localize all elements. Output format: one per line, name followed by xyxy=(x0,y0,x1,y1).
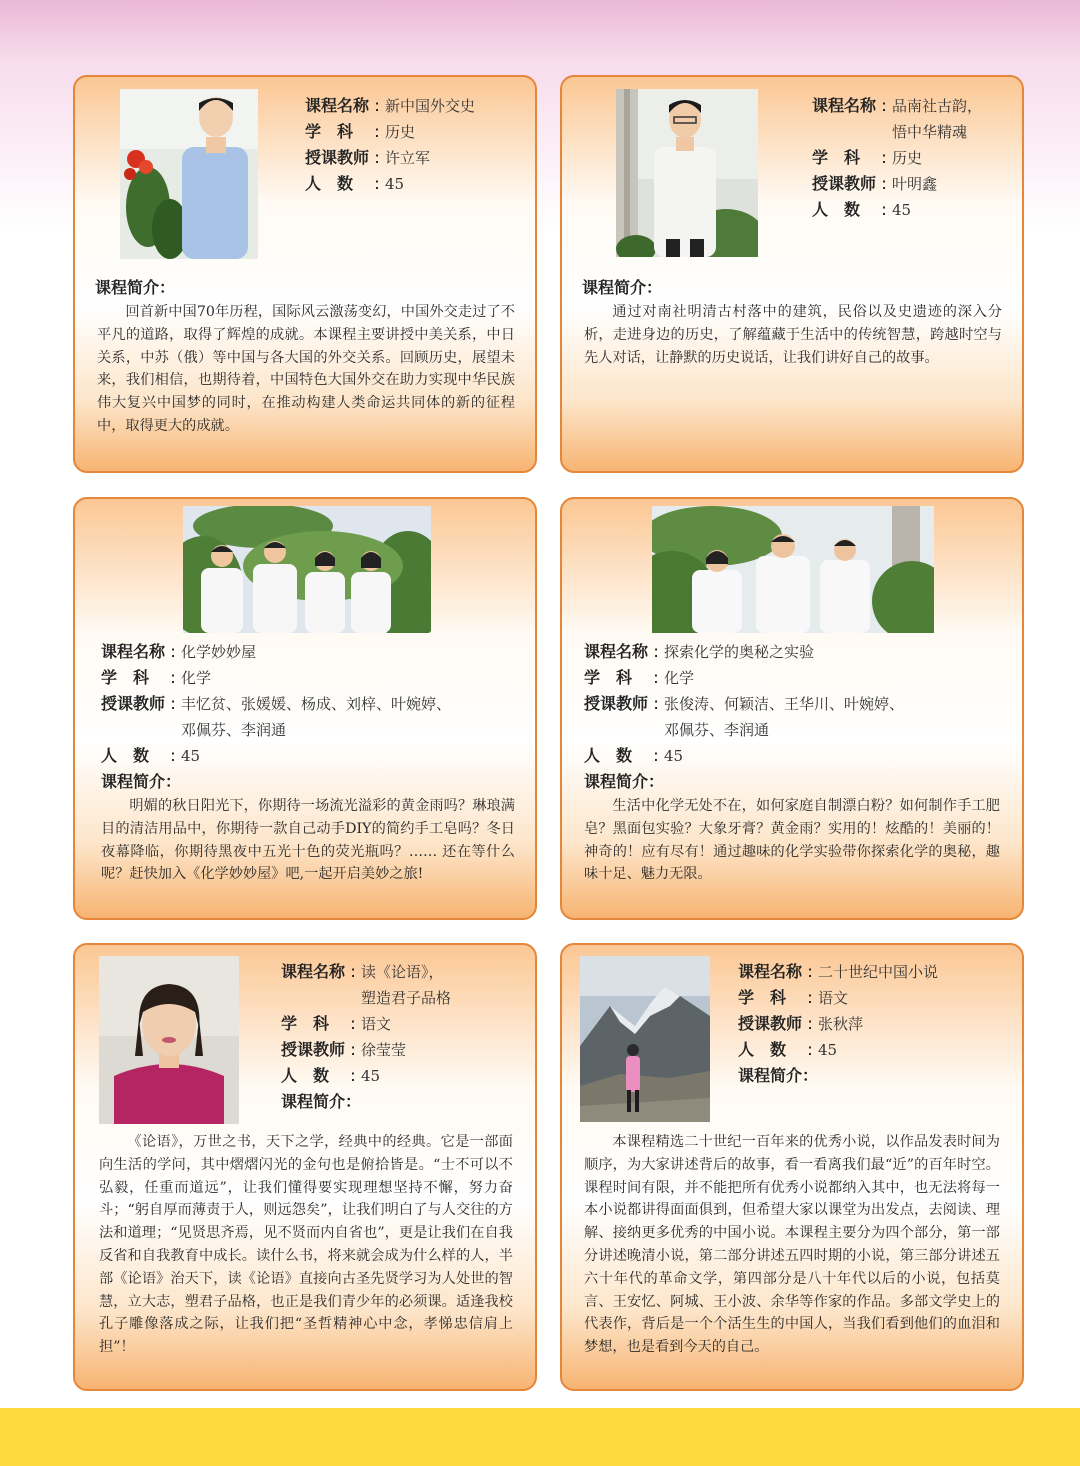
bottom-bar xyxy=(0,1408,1080,1466)
label-subject: 学 科 xyxy=(281,1014,330,1033)
intro-title: 课程简介： xyxy=(101,772,182,791)
course-subject: 化学 xyxy=(181,669,212,687)
course-name-line1: 读《论语》， xyxy=(361,963,444,981)
label-count: 人 数 xyxy=(812,200,861,219)
course-name: 化学妙妙屋 xyxy=(181,643,257,661)
course-card-6 xyxy=(560,943,1024,1391)
course-name: 二十世纪中国小说 xyxy=(818,963,939,981)
label-course-name: 课程名称 xyxy=(305,96,370,115)
intro-title: 课程简介： xyxy=(584,772,665,791)
label-teacher: 授课教师 xyxy=(738,1014,803,1033)
course-card-4 xyxy=(560,497,1024,920)
course-description: 回首新中国70年历程，国际风云激荡变幻，中国外交走过了不平凡的道路，取得了辉煌的成就。本课程主要讲授中美关系，中日关系，中苏（俄）等中国与各大国的外交关系。回顾历史，展望未来，我们相信，也期待着，中国特色大国外交在助力实现中华民族伟大复兴中国梦的同时，在推动构建人类命运共同体的新的征程中，取得更大的成就。 xyxy=(97,304,515,434)
course-subject: 历史 xyxy=(892,149,923,167)
label-course-name: 课程名称 xyxy=(584,642,649,661)
course-info: 课程名称 : 新中国外交史 学 科 : 历史 授课教师 : 许立军 人 数 : 45 xyxy=(305,93,475,197)
label-teacher: 授课教师 xyxy=(101,694,166,713)
intro-title: 课程简介： xyxy=(281,1092,362,1111)
course-info: 课程名称 : 二十世纪中国小说 学 科 : 语文 授课教师 : 张秋萍 人 数 : 45 课程简介： xyxy=(738,959,938,1089)
course-subject: 历史 xyxy=(385,123,416,141)
teacher-photo xyxy=(120,89,258,259)
course-subject: 化学 xyxy=(664,669,695,687)
course-card-5 xyxy=(73,943,537,1391)
course-count: 45 xyxy=(664,747,684,765)
course-name: 探索化学的奥秘之实验 xyxy=(664,643,815,661)
label-teacher: 授课教师 xyxy=(281,1040,346,1059)
intro-title: 课程简介： xyxy=(582,278,663,297)
label-subject: 学 科 xyxy=(584,668,633,687)
course-description: 生活中化学无处不在，如何家庭自制漂白粉？如何制作手工肥皂？黑面包实验？大象牙膏？黄金雨？实用的！炫酷的！美丽的！神奇的！应有尽有！通过趣味的化学实验带你探索化学的奥秘，趣味十足、魅力无限。 xyxy=(584,798,1000,883)
course-info: 课程名称 : 化学妙妙屋 学 科 : 化学 授课教师 : 丰忆贫、张媛媛、杨成、刘梓、叶婉婷、 邓佩芬、李润通 人 数 : 45 课程简介： xyxy=(101,639,451,795)
course-teacher-line2: 邓佩芬、李润通 xyxy=(181,721,287,739)
course-card-3 xyxy=(73,497,537,920)
course-teacher: 许立军 xyxy=(385,149,431,167)
label-count: 人 数 xyxy=(738,1040,787,1059)
course-teacher: 徐莹莹 xyxy=(361,1041,407,1059)
label-count: 人 数 xyxy=(584,746,633,765)
course-name-line2: 悟中华精魂 xyxy=(892,123,968,141)
label-course-name: 课程名称 xyxy=(101,642,166,661)
label-course-name: 课程名称 xyxy=(281,962,346,981)
teachers-group-photo xyxy=(652,506,934,633)
course-name-line2: 塑造君子品格 xyxy=(361,989,452,1007)
label-subject: 学 科 xyxy=(101,668,150,687)
course-teacher-line1: 张俊涛、何颖洁、王华川、叶婉婷、 xyxy=(664,695,905,713)
label-count: 人 数 xyxy=(101,746,150,765)
course-card-2 xyxy=(560,75,1024,473)
label-subject: 学 科 xyxy=(738,988,787,1007)
label-teacher: 授课教师 xyxy=(584,694,649,713)
label-subject: 学 科 xyxy=(812,148,861,167)
course-teacher-line2: 邓佩芬、李润通 xyxy=(664,721,770,739)
label-course-name: 课程名称 xyxy=(812,96,877,115)
course-count: 45 xyxy=(181,747,201,765)
intro-title: 课程简介： xyxy=(95,278,176,297)
label-subject: 学 科 xyxy=(305,122,354,141)
course-teacher: 张秋萍 xyxy=(818,1015,864,1033)
course-description: 明媚的秋日阳光下，你期待一场流光溢彩的黄金雨吗？琳琅满目的清洁用品中，你期待一款自己动手DIY的简约手工皂吗？冬日夜幕降临，你期待黑夜中五光十色的荧光瓶吗？…… 还在等什么呢？赶快加入《化学妙妙屋》吧,一起开启美妙之旅! xyxy=(101,798,515,883)
label-teacher: 授课教师 xyxy=(305,148,370,167)
course-description: 通过对南社明清古村落中的建筑，民俗以及史遗迹的深入分析，走进身边的历史，了解蕴藏于生活中的传统智慧，跨越时空与先人对话，让静默的历史说话，让我们讲好自己的故事。 xyxy=(584,304,1002,366)
course-count: 45 xyxy=(361,1067,381,1085)
label-teacher: 授课教师 xyxy=(812,174,877,193)
teachers-group-photo xyxy=(183,506,431,633)
course-name-line1: 品南社古韵， xyxy=(892,97,983,115)
course-description: 本课程精选二十世纪一百年来的优秀小说，以作品发表时间为顺序，为大家讲述背后的故事，看一看离我们最“近”的百年时空。课程时间有限，并不能把所有优秀小说都纳入其中，也无法将每一本小说都讲得面面俱到，但希望大家以课堂为出发点，去阅读、理解、接纳更多优秀的中国小说。本课程主要分为四个部分，第一部分讲述晚清小说，第二部分讲述五四时期的小说，第三部分讲述五六十年代的革命文学，第四部分是八十年代以后的小说，包括莫言、王安忆、阿城、王小波、余华等作家的作品。多部文学史上的代表作，背后是一个个活生生的中国人，当我们看到他们的血泪和梦想，也是看到今天的自己。 xyxy=(584,1134,1000,1356)
course-subject: 语文 xyxy=(361,1015,392,1033)
course-count: 45 xyxy=(385,175,405,193)
teacher-photo xyxy=(99,956,239,1124)
course-teacher: 叶明鑫 xyxy=(892,175,938,193)
course-count: 45 xyxy=(818,1041,838,1059)
label-course-name: 课程名称 xyxy=(738,962,803,981)
course-teacher-line1: 丰忆贫、张媛媛、杨成、刘梓、叶婉婷、 xyxy=(181,695,452,713)
course-info: 课程名称 : 品南社古韵， 悟中华精魂 学 科 : 历史 授课教师 : 叶明鑫 人 数 : 45 xyxy=(812,93,982,223)
intro-title: 课程简介： xyxy=(738,1066,819,1085)
teacher-photo xyxy=(580,956,710,1122)
label-count: 人 数 xyxy=(281,1066,330,1085)
course-description: 《论语》，万世之书，天下之学，经典中的经典。它是一部面向生活的学问，其中熠熠闪光的金句也是俯拾皆是。“士不可以不弘毅，任重而道远”，让我们懂得要实现理想坚持不懈，努力奋斗；“躬自厚而薄责于人，则远怨矣”，让我们明白了与人交往的方法和道理；“见贤思齐焉，见不贤而内自省也”，更是让我们在自我反省和自我教育中成长。读什么书，将来就会成为什么样的人，半部《论语》治天下，读《论语》直接向古圣先贤学习为人处世的智慧，立大志，塑君子品格，也正是我们青少年的必须课。适逢我校孔子雕像落成之际，让我们把“圣哲精神心中念，孝悌忠信肩上担”！ xyxy=(99,1134,513,1356)
teacher-photo xyxy=(616,89,758,257)
course-info: 课程名称 : 探索化学的奥秘之实验 学 科 : 化学 授课教师 : 张俊涛、何颖洁、王华川、叶婉婷、 邓佩芬、李润通 人 数 : 45 课程简介： xyxy=(584,639,904,795)
label-count: 人 数 xyxy=(305,174,354,193)
course-count: 45 xyxy=(892,201,912,219)
course-name: 新中国外交史 xyxy=(385,97,476,115)
course-card-1 xyxy=(73,75,537,473)
course-info: 课程名称 : 读《论语》， 塑造君子品格 学 科 : 语文 授课教师 : 徐莹莹 人 数 : 45 课程简介： xyxy=(281,959,451,1115)
course-subject: 语文 xyxy=(818,989,849,1007)
